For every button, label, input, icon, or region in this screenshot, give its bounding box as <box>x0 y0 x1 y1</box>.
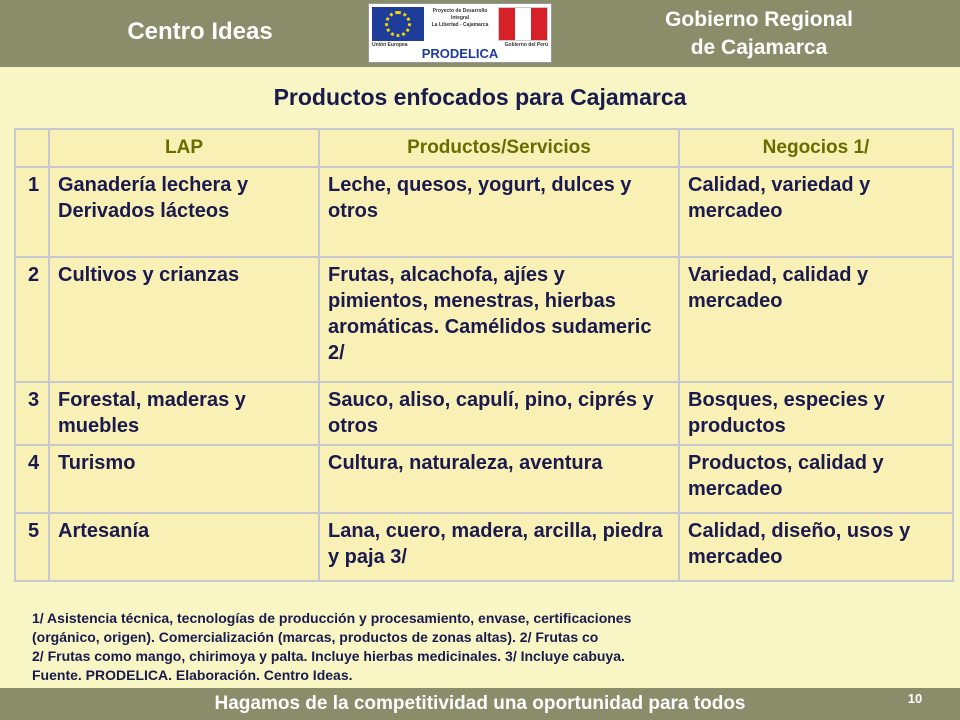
prodelica-logo <box>368 3 552 63</box>
table-row <box>15 445 953 513</box>
footer-slogan: Hagamos de la competitividad una oportunidad para todos <box>214 693 746 714</box>
footer-bar <box>0 688 960 720</box>
row-productos: Leche, quesos, yogurt, dulces y otros <box>319 167 679 257</box>
table-row <box>15 382 953 445</box>
header-right-title: Gobierno Regional de Cajamarca <box>665 8 853 59</box>
row-lap: Turismo <box>49 445 319 513</box>
header-cell-lap: LAP <box>49 129 319 167</box>
row-negocios: Variedad, calidad y mercadeo <box>679 257 953 382</box>
table-row <box>15 167 953 257</box>
table-row <box>15 513 953 581</box>
header-cell-num <box>15 129 49 167</box>
row-negocios: Bosques, especies y productos <box>679 382 953 445</box>
page-number: 10 <box>907 691 923 706</box>
products-table <box>14 128 954 582</box>
table-row <box>15 257 953 382</box>
header-left-title: Centro Ideas <box>127 18 273 45</box>
row-number: 5 <box>15 513 49 581</box>
row-productos: Lana, cuero, madera, arcilla, piedra y paja 3/ <box>319 513 679 581</box>
row-negocios: Calidad, diseño, usos y mercadeo <box>679 513 953 581</box>
table-header-row <box>15 129 953 167</box>
row-number: 3 <box>15 382 49 445</box>
row-negocios: Calidad, variedad y mercadeo <box>679 167 953 257</box>
footnote-line: 2/ Frutas como mango, chirimoya y palta. Incluye hierbas medicinales. 3/ Incluye cabuya. <box>32 648 625 664</box>
footnotes <box>32 609 932 685</box>
row-negocios: Productos, calidad y mercadeo <box>679 445 953 513</box>
footnote-line: 1/ Asistencia técnica, tecnologías de producción y procesamiento, envase, certificaciones <box>32 610 632 626</box>
logo-name: PRODELICA <box>421 46 499 61</box>
row-number: 2 <box>15 257 49 382</box>
footnote-line: (orgánico, origen). Comercialización (marcas, productos de zonas altas). 2/ Frutas co <box>32 629 599 645</box>
row-lap: Forestal, maderas y muebles <box>49 382 319 445</box>
row-number: 1 <box>15 167 49 257</box>
header-bar <box>0 0 960 67</box>
peru-flag-icon <box>498 7 548 41</box>
eu-flag-icon <box>372 7 424 41</box>
row-productos: Sauco, aliso, capulí, pino, ciprés y otros <box>319 382 679 445</box>
header-cell-productos: Productos/Servicios <box>319 129 679 167</box>
row-productos: Frutas, alcachofa, ajíes y pimientos, menestras, hierbas aromáticas. Camélidos sudameric 2/ <box>319 257 679 382</box>
footnote-line: Fuente. PRODELICA. Elaboración. Centro Ideas. <box>32 667 353 683</box>
page-title: Productos enfocados para Cajamarca <box>273 84 687 110</box>
logo-left-caption: Unión Europea <box>372 42 408 48</box>
logo-project-text: Proyecto de Desarrollo Integral La Libertad - Cajamarca <box>431 8 489 28</box>
row-number: 4 <box>15 445 49 513</box>
header-cell-negocios: Negocios 1/ <box>679 129 953 167</box>
row-lap: Artesanía <box>49 513 319 581</box>
row-productos: Cultura, naturaleza, aventura <box>319 445 679 513</box>
logo-right-caption: Gobierno del Perú <box>504 42 548 48</box>
row-lap: Ganadería lechera y Derivados lácteos <box>49 167 319 257</box>
row-lap: Cultivos y crianzas <box>49 257 319 382</box>
